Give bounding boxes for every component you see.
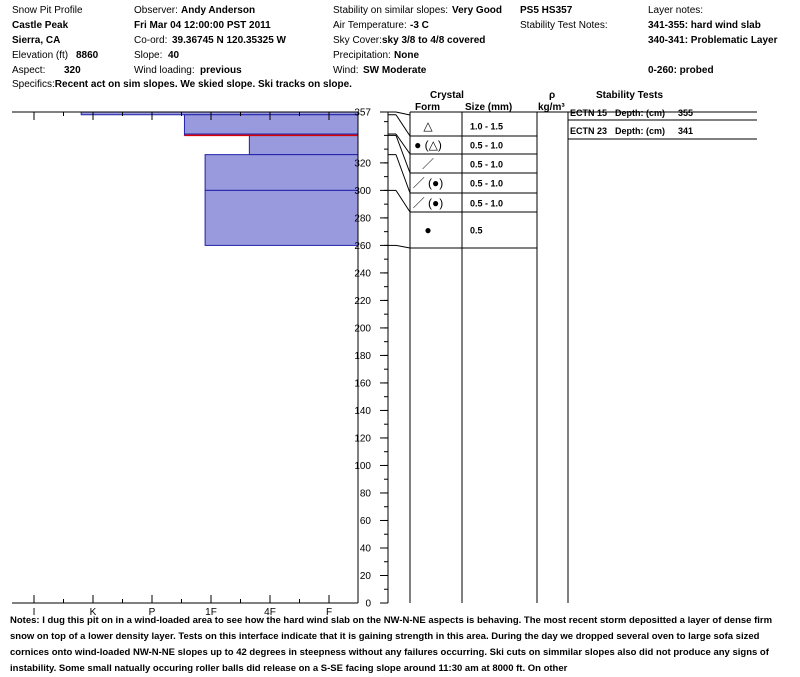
y-tick-label: 357 (354, 107, 371, 119)
slope-label: Slope: (134, 50, 163, 61)
notes-label: Notes: (10, 615, 40, 626)
y-tick-label: 180 (354, 350, 371, 362)
crystal-form-symbol: ／ (●) (412, 196, 444, 210)
stability-test-label: ECTN 23 (570, 126, 608, 136)
connector-line (396, 135, 410, 173)
connector-line (396, 115, 410, 136)
aspect-value: 320 (64, 65, 81, 76)
crystal-size: 1.0 - 1.5 (470, 121, 504, 132)
stability-label: Stability on similar slopes: (333, 5, 449, 16)
crystal-size: 0.5 - 1.0 (470, 159, 504, 170)
connector-line (396, 134, 410, 154)
air-temp-value: -3 C (410, 20, 429, 31)
y-tick-label: 320 (354, 158, 371, 170)
hardness-label: 1F (205, 607, 217, 618)
specifics-value: Recent act on sim slopes. We skied slope. Ski tracks on slope. (54, 79, 352, 90)
sky-label: Sky Cover: (333, 35, 382, 46)
y-tick-label: 40 (359, 543, 371, 555)
wind-value: SW Moderate (363, 65, 427, 76)
stability-test-label: ECTN 15 (570, 108, 608, 118)
hardness-label: I (32, 607, 36, 618)
y-tick-label: 200 (354, 323, 371, 335)
connector-line (396, 155, 410, 193)
hardness-layer (184, 115, 358, 134)
hardness-label: 4F (264, 607, 276, 618)
size-header: Size (mm) (465, 102, 513, 113)
crystal-form-symbol: ● (424, 223, 432, 237)
hardness-label: K (89, 607, 97, 618)
specifics-label: Specifics: (12, 79, 55, 90)
precip-label: Precipitation: (333, 50, 391, 61)
layer-notes-label: Layer notes: (648, 5, 704, 16)
layer-note: 340-341: Problematic Layer (648, 35, 778, 46)
slope-value: 40 (168, 50, 180, 61)
precip-value: None (394, 50, 419, 61)
stability-test-depth-label: Depth: (cm) (615, 126, 665, 136)
observer-label: Observer: (134, 5, 178, 16)
connector-line (396, 112, 410, 115)
y-tick-label: 20 (359, 570, 371, 582)
stability-test-depth: 355 (678, 108, 694, 118)
y-tick-label: 100 (354, 460, 371, 472)
ps-value: PS5 HS357 (520, 5, 573, 16)
y-tick-label: 160 (354, 378, 371, 390)
crystal-form-symbol: △ (423, 119, 433, 133)
connector-line (396, 190, 410, 212)
crystal-size: 0.5 - 1.0 (470, 140, 504, 151)
wind-loading-value: previous (200, 65, 242, 76)
crystal-header: Crystal (430, 90, 464, 101)
connector-line (396, 245, 410, 248)
location: Castle Peak (12, 20, 69, 31)
form-header: Form (415, 102, 440, 113)
y-tick-label: 0 (365, 598, 371, 610)
y-tick-label: 300 (354, 185, 371, 197)
stability-test-depth: 341 (678, 126, 694, 136)
crystal-size: 0.5 (470, 225, 483, 236)
density-unit-header: kg/m³ (538, 102, 565, 113)
aspect-label: Aspect: (12, 65, 46, 76)
hardness-layer (205, 155, 358, 191)
air-temp-label: Air Temperature: (333, 20, 407, 31)
crystal-form-symbol: ／ (●) (412, 176, 444, 190)
crystal-form-symbol: ／ (421, 157, 435, 171)
y-tick-label: 60 (359, 515, 371, 527)
coord-value: 39.36745 N 120.35325 W (172, 35, 286, 46)
stability-tests-header: Stability Tests (596, 90, 664, 101)
layer-note: 0-260: probed (648, 65, 714, 76)
hardness-label: F (325, 607, 333, 618)
hardness-label: P (148, 607, 156, 618)
y-tick-label: 260 (354, 240, 371, 252)
hardness-layer (249, 135, 358, 154)
layer-note: 341-355: hard wind slab (648, 20, 761, 31)
stability-test-depth-label: Depth: (cm) (615, 108, 665, 118)
stability-notes-label: Stability Test Notes: (520, 20, 608, 31)
rho-header: ρ (549, 90, 556, 101)
y-tick-label: 80 (359, 488, 371, 500)
sky-value: sky 3/8 to 4/8 covered (382, 35, 486, 46)
notes-text: I dug this pit on in a wind-loaded area to see how the hard wind slab on the NW-N-NE aspects is behaving. The most recent storm depositted a layer of dense firm snow on top of a lower density layer. Tests on this interface indicate that it is gaining strength in this area. During the day we dropped several oven to large sofa sized cornices onto wind-loaded NW-N-NE slopes up to 42 degrees in steepness without any failures occurring. Ski cuts on simmilar slopes also did not produce any signs of instability. Some small natually occuring roller balls did release on a S-SE facing slope around 11:30 am at 8000 ft. On other (10, 615, 773, 674)
wind-loading-label: Wind loading: (134, 65, 195, 76)
crystal-form-symbol: ● (△) (414, 138, 442, 152)
stability-value: Very Good (452, 5, 503, 16)
hardness-layer (205, 190, 358, 245)
y-tick-label: 280 (354, 213, 371, 225)
y-tick-label: 140 (354, 405, 371, 417)
y-tick-label: 120 (354, 433, 371, 445)
y-tick-label: 240 (354, 268, 371, 280)
crystal-size: 0.5 - 1.0 (470, 178, 504, 189)
observer-value: Andy Anderson (181, 5, 256, 16)
elevation-label: Elevation (ft) (12, 50, 69, 61)
elevation-value: 8860 (76, 50, 99, 61)
wind-label: Wind: (333, 65, 359, 76)
date-value: Fri Mar 04 12:00:00 PST 2011 (134, 20, 271, 31)
y-tick-label: 220 (354, 295, 371, 307)
profile-label: Snow Pit Profile (12, 5, 83, 16)
region: Sierra, CA (12, 35, 61, 46)
coord-label: Co-ord: (134, 35, 168, 46)
crystal-size: 0.5 - 1.0 (470, 198, 504, 209)
notes (10, 613, 780, 677)
